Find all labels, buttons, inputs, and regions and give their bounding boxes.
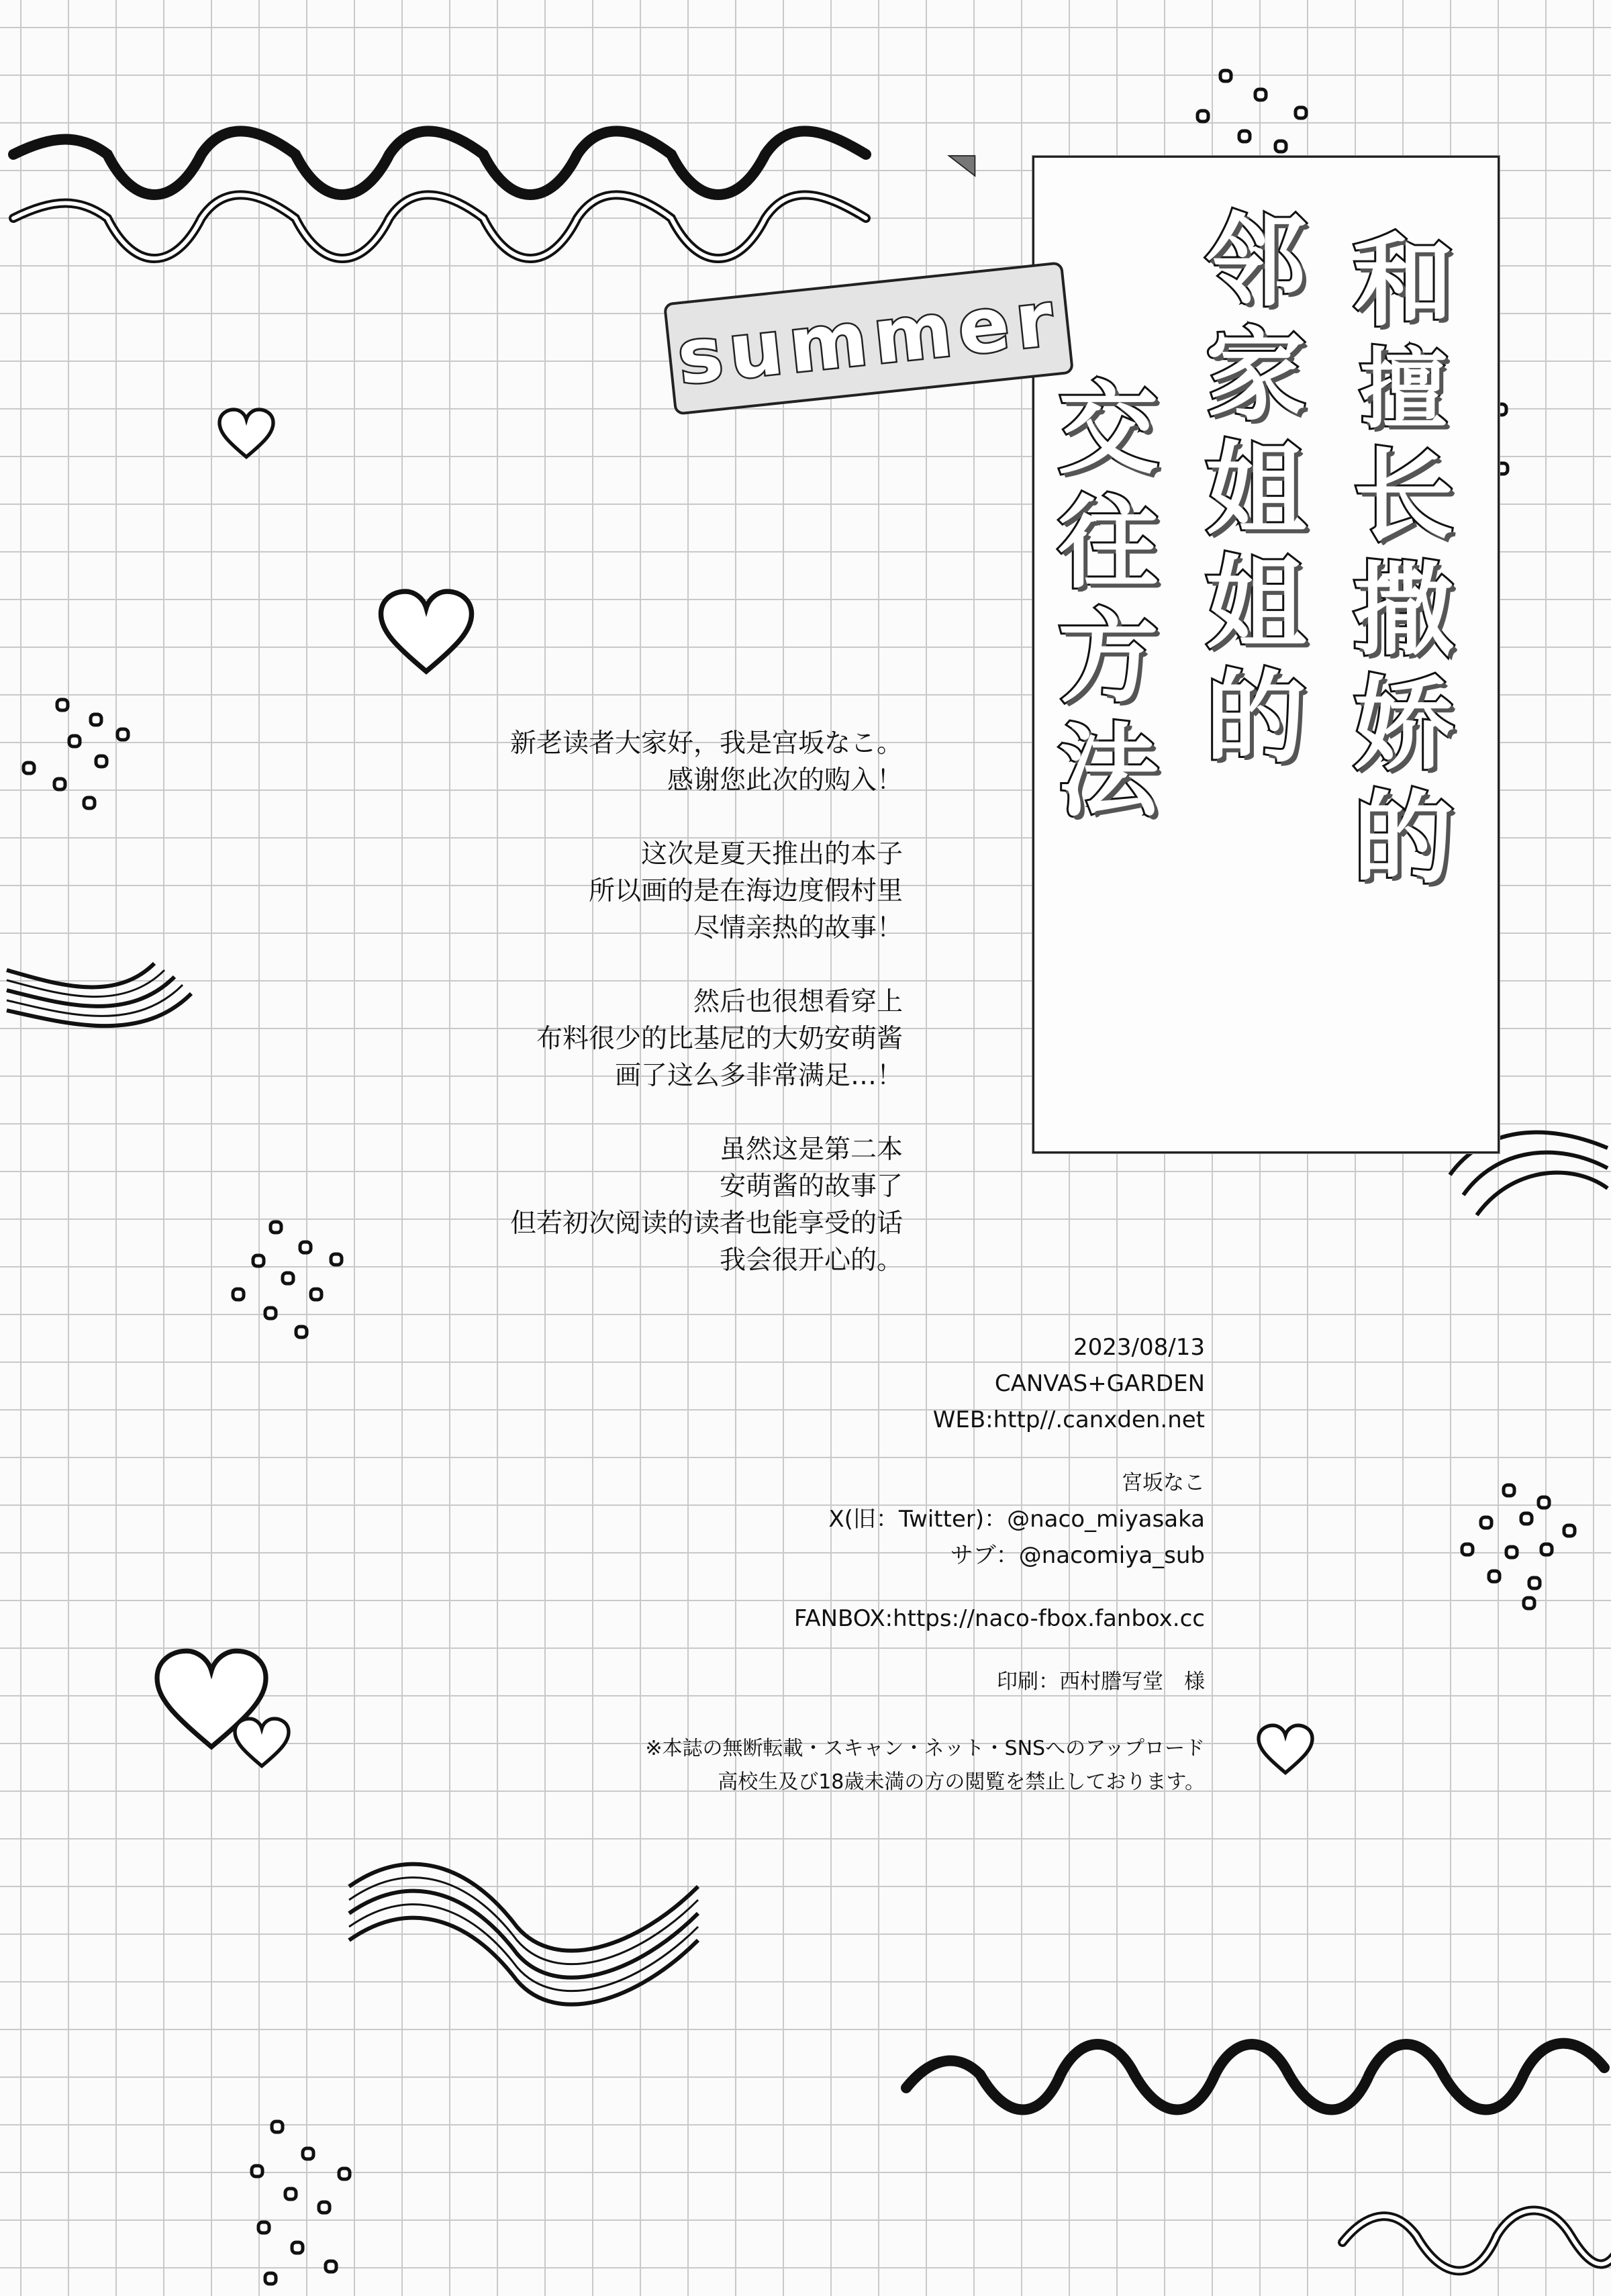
dots-left-mid [17,691,144,812]
title-column-1 [1330,224,1477,903]
message-paragraph [164,984,903,1094]
message-line: 然后也很想看穿上 [693,987,903,1017]
sticker-text: summer [673,275,1064,402]
title-char: 姐 [1205,546,1306,663]
message-line: 安萌酱的故事了 [719,1171,903,1202]
title-char: 邻 [1205,203,1306,320]
message-line: 画了这么多非常满足…！ [614,1061,903,1091]
author-name: 宮坂なこ [1122,1471,1205,1495]
title-char: 交 [1057,371,1159,488]
title-char: 家 [1205,318,1306,434]
dots-right-mid [1457,1477,1591,1611]
sub-account-handle[interactable]: サブ：@nacomiya_sub [950,1542,1205,1569]
title-column-2 [1182,203,1330,782]
message-paragraph [164,1131,903,1279]
wave-bottom-right [899,2014,1611,2148]
wave-top-left [0,128,879,289]
publish-date: 2023/08/13 [1073,1334,1205,1361]
title-char: 和 [1353,224,1454,340]
fanbox-link[interactable]: FANBOX:https://naco-fbox.fanbox.cc [793,1605,1205,1632]
dots-bottom-left [238,2115,373,2289]
message-line: 所以画的是在海边度假村里 [588,876,903,906]
title-char: 娇 [1353,667,1454,783]
title-char: 的 [1353,781,1454,898]
message-line: 尽情亲热的故事！ [693,913,903,943]
message-line: 但若初次阅读的读者也能享受的话 [509,1208,903,1239]
wave-bottom-right-outline [1336,2202,1611,2296]
message-line: 我会很开心的。 [719,1245,903,1276]
card-corner-tab [948,156,975,176]
heart-icon [216,406,277,460]
title-char: 撒 [1353,553,1454,669]
printer-credit: 印刷：西村謄写堂 様 [997,1670,1205,1694]
title-card [1032,156,1500,1153]
copyright-notice [645,1732,1205,1799]
circle-name: CANVAS+GARDEN [994,1370,1205,1397]
swoosh-bottom-left [336,1813,712,1987]
heart-icon [232,1715,292,1769]
message-line: 这次是夏天推出的本子 [640,839,903,869]
title-column-3 [1034,371,1182,836]
title-char: 方 [1057,600,1159,716]
message-paragraph [164,836,903,947]
title-char: 姐 [1205,432,1306,548]
message-line: 布料很少的比基尼的大奶安萌酱 [536,1024,903,1054]
message-line: 新老读者大家好，我是宫坂なこ。 [509,728,903,759]
notice-line: 高校生及び18歳未満の方の閲覧を禁止しております。 [718,1770,1205,1794]
message-line: 虽然这是第二本 [719,1135,903,1165]
title-char: 往 [1057,485,1159,602]
website-link[interactable]: WEB:http//.canxden.net [932,1406,1205,1433]
afterword-message [164,725,903,1316]
message-line: 感谢您此次的购入！ [667,765,903,796]
title-char: 法 [1057,714,1159,830]
heart-icon [376,584,477,678]
title-char: 擅 [1359,338,1447,440]
credits-block [794,1329,1205,1700]
title-char: 长 [1353,438,1454,555]
notice-line: ※本誌の無断転載・スキャン・ネット・SNSへのアップロード [645,1737,1205,1760]
title-char: 的 [1205,660,1306,777]
twitter-handle[interactable]: X(旧：Twitter)：@naco_miyasaka [828,1506,1205,1533]
message-paragraph [164,725,903,799]
heart-icon [1255,1722,1316,1776]
dots-top-right [1188,64,1336,158]
